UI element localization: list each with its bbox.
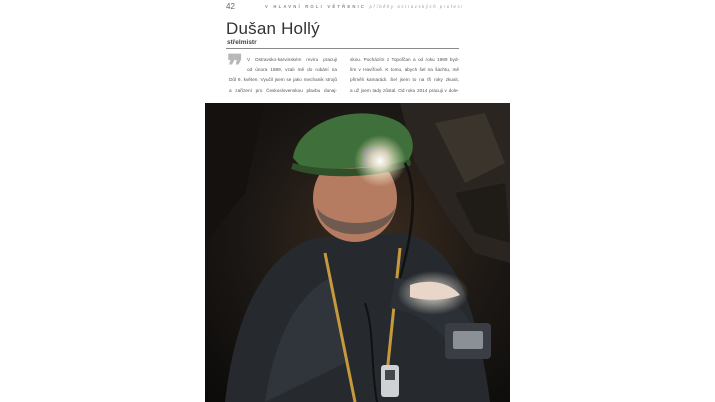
headlamp-glow bbox=[354, 135, 406, 187]
running-head bbox=[265, 4, 464, 9]
radio-screen bbox=[385, 370, 395, 380]
page-number: 42 bbox=[226, 2, 235, 11]
quote-mark-icon: ❞ bbox=[227, 49, 244, 84]
text-line: lím v Havířově. K tomu, abych šel na šachtu, mě bbox=[350, 67, 459, 73]
text-line: a zařízení pro Československou plavbu dunaj- bbox=[229, 87, 337, 93]
text-column-2 bbox=[350, 55, 459, 96]
text-line: od února 1989, vzali mě do rubání na bbox=[247, 67, 337, 73]
device-panel bbox=[453, 331, 483, 349]
text-line: skou. Pocházím z Topoľčan a od roku 1989 byd- bbox=[350, 57, 459, 62]
running-head-subtitle: příběhy ostravských profesí bbox=[369, 4, 464, 9]
text-line: přiměli kamarádi. Šel jsem to na tři roky zkusit, bbox=[350, 77, 459, 83]
running-head-section: V HLAVNÍ ROLI VĚTŘENIC bbox=[265, 4, 367, 9]
text-column-1 bbox=[227, 49, 337, 96]
text-line: V Ostravsko-karvinském revíru pracuji bbox=[247, 57, 337, 62]
text-line: Důl 9. květen. Vyučil jsem se jako mechanik strojů bbox=[229, 77, 337, 83]
title-rule bbox=[226, 48, 459, 49]
text-line: a už jsem tady zůstal. Od roku 2014 pracuji v dole- bbox=[350, 87, 459, 93]
article-title: Dušan Hollý bbox=[226, 19, 320, 38]
article-subtitle: střelmistr bbox=[227, 39, 257, 46]
radio-device bbox=[381, 365, 399, 397]
miner-photo bbox=[205, 103, 510, 402]
miner-illustration bbox=[205, 103, 510, 402]
